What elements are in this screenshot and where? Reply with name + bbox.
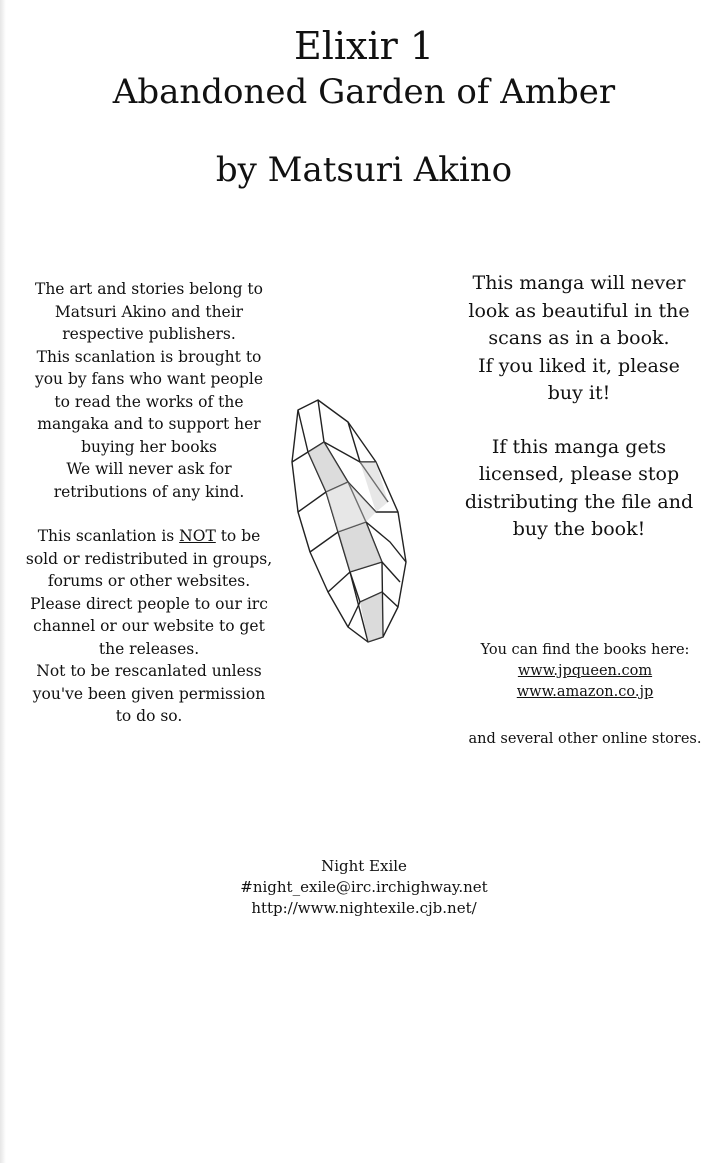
crystal-illustration bbox=[278, 392, 408, 662]
jpqueen-link[interactable]: www.jpqueen.com bbox=[517, 663, 653, 679]
group-name: Night Exile bbox=[321, 857, 407, 875]
notice-line: This manga will never bbox=[472, 272, 686, 294]
notice-line: forums or other websites. bbox=[47, 572, 251, 590]
amazon-jp-link[interactable]: www.amazon.co.jp bbox=[516, 684, 654, 700]
stores-tail: and several other online stores. bbox=[468, 731, 702, 747]
notice-line-not: This scanlation is NOT to be bbox=[37, 527, 261, 545]
notice-line: scans as in a book. bbox=[488, 327, 670, 349]
notice-line: buying her books bbox=[81, 437, 217, 456]
notice-line: respective publishers. bbox=[62, 325, 236, 343]
notice-line: sold or redistributed in groups, bbox=[25, 549, 273, 568]
notice-line: buy it! bbox=[547, 382, 611, 404]
left-notice bbox=[18, 278, 280, 728]
title-subtitle: Abandoned Garden of Amber bbox=[112, 72, 616, 112]
notice-line: the releases. bbox=[98, 639, 200, 658]
notice-line: We will never ask for bbox=[66, 460, 232, 478]
notice-line: look as beautiful in the bbox=[468, 299, 690, 322]
notice-line: This scanlation is brought to bbox=[36, 347, 262, 366]
group-website: http://www.nightexile.cjb.net/ bbox=[251, 899, 477, 917]
notice-line: mangaka and to support her bbox=[37, 415, 261, 433]
notice-line: you by fans who want people bbox=[34, 370, 264, 388]
irc-channel: #night_exile@irc.irchighway.net bbox=[240, 878, 488, 896]
not-emphasis: NOT bbox=[179, 527, 216, 545]
notice-line: buy the book! bbox=[512, 518, 646, 540]
stores-block bbox=[440, 640, 728, 750]
title-volume: Elixir 1 bbox=[293, 24, 435, 68]
notice-line: Please direct people to our irc bbox=[30, 594, 268, 613]
notice-line: retributions of any kind. bbox=[53, 482, 245, 501]
notice-line: Not to be rescanlated unless bbox=[36, 662, 262, 680]
notice-line: channel or our website to get bbox=[33, 617, 265, 635]
notice-line: to read the works of the bbox=[54, 392, 244, 411]
notice-line: The art and stories belong to bbox=[34, 280, 263, 298]
notice-line: If you liked it, please bbox=[478, 354, 680, 377]
notice-line: distributing the file and bbox=[464, 490, 694, 513]
notice-line: licensed, please stop bbox=[478, 463, 680, 485]
right-notice bbox=[448, 270, 710, 544]
title-block bbox=[0, 22, 728, 192]
title-author: by Matsuri Akino bbox=[215, 150, 513, 190]
stores-intro: You can find the books here: bbox=[480, 642, 690, 658]
notice-line: you've been given permission bbox=[32, 684, 266, 703]
notice-line: Matsuri Akino and their bbox=[54, 302, 244, 321]
group-footer bbox=[0, 856, 728, 919]
notice-line: to do so. bbox=[115, 707, 183, 725]
notice-line: If this manga gets bbox=[491, 435, 667, 458]
